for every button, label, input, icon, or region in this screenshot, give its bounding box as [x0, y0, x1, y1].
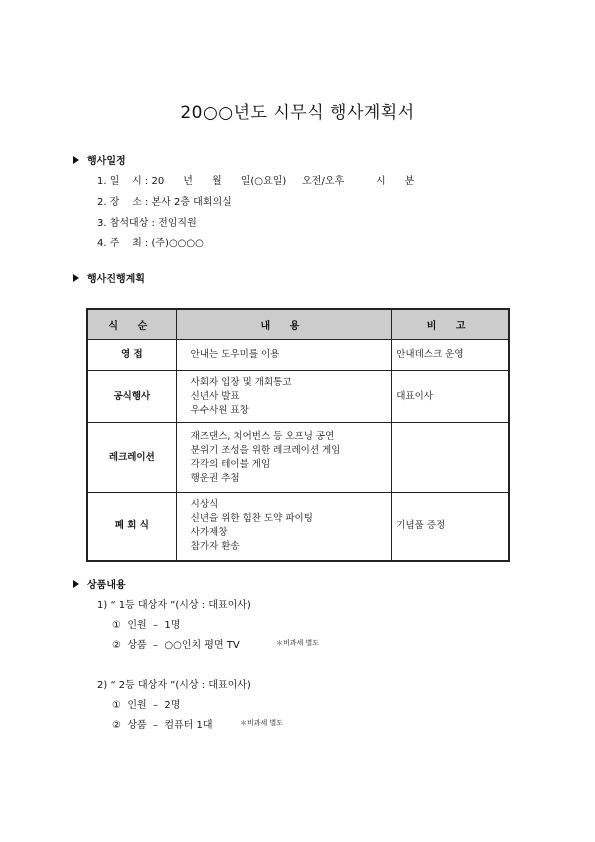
tax-note: ＊비과세 별도 — [276, 639, 320, 647]
table-row — [87, 340, 509, 371]
section-heading-plan — [73, 270, 145, 285]
content-line: 사회자 입장 및 개회통고 — [190, 376, 292, 388]
row-note — [392, 423, 509, 493]
content-line: 신년사 발표 — [190, 390, 240, 402]
triangle-bullet-icon — [73, 274, 79, 282]
content-line: 우수사원 표창 — [190, 404, 249, 416]
content-line: 신년을 위한 힘찬 도약 파이팅 — [190, 513, 313, 525]
table-row — [87, 371, 509, 423]
row-label: 폐 회 식 — [87, 493, 176, 561]
row-label: 레크레이션 — [87, 423, 176, 493]
table-row — [87, 423, 509, 493]
content-line: 안내는 도우미를 이용 — [190, 349, 280, 360]
row-note: 기념품 증정 — [392, 493, 509, 561]
section-heading-prizes — [73, 576, 126, 591]
content-line: 행운권 추첨 — [190, 472, 240, 484]
content-line: 분위기 조성을 위한 레크레이션 게임 — [190, 444, 341, 456]
content-line: 사가제창 — [190, 527, 228, 539]
schedule-item: 3. 참석대상 : 전임직원 — [97, 218, 197, 229]
row-content — [176, 493, 392, 561]
content-line: 재즈댄스, 치어번스 등 오프닝 공연 — [190, 430, 335, 442]
schedule-item: 1. 일 시 : 20 년 월 일(○요일) 오전/오후 시 분 — [97, 176, 415, 187]
row-content — [176, 423, 392, 493]
column-header: 비 고 — [392, 309, 509, 340]
prize-item: ② 상품 – 컴퓨터 1대 — [112, 720, 213, 731]
column-header: 식 순 — [87, 309, 176, 340]
section-heading-schedule — [73, 152, 126, 167]
row-note: 대표이사 — [392, 371, 509, 423]
plan-table — [86, 308, 510, 562]
document-title: 20○○년도 시무식 행사계획서 — [180, 103, 415, 123]
content-line: 참가자 환송 — [190, 541, 240, 553]
section-heading-label: 행사일정 — [87, 156, 126, 167]
prize-group-title: 1) “ 1등 대상자 ”(시상 : 대표이사) — [97, 600, 251, 611]
prize-item: ① 인원 – 2명 — [112, 700, 181, 711]
row-content — [176, 340, 392, 371]
table-row — [87, 493, 509, 561]
row-label: 공식행사 — [87, 371, 176, 423]
column-header: 내 용 — [176, 309, 392, 340]
section-heading-label: 행사진행계획 — [87, 274, 145, 285]
row-content — [176, 371, 392, 423]
schedule-item: 2. 장 소 : 본사 2층 대회의실 — [97, 197, 232, 208]
section-heading-label: 상품내용 — [87, 580, 126, 591]
triangle-bullet-icon — [73, 580, 79, 588]
triangle-bullet-icon — [73, 156, 79, 164]
content-line: 각각의 테이블 게임 — [190, 458, 271, 470]
prize-item: ① 인원 – 1명 — [112, 620, 181, 631]
row-note: 안내데스크 운영 — [392, 340, 509, 371]
prize-group-title: 2) “ 2등 대상자 ”(시상 : 대표이사) — [97, 680, 251, 691]
table-header-row — [87, 309, 509, 340]
content-line: 시상식 — [190, 499, 219, 511]
schedule-item: 4. 주 최 : (주)○○○○ — [97, 238, 204, 249]
row-label: 영 접 — [87, 340, 176, 371]
tax-note: ＊비과세 별도 — [240, 719, 284, 727]
prize-item: ② 상품 – ○○인치 평면 TV — [112, 640, 240, 651]
